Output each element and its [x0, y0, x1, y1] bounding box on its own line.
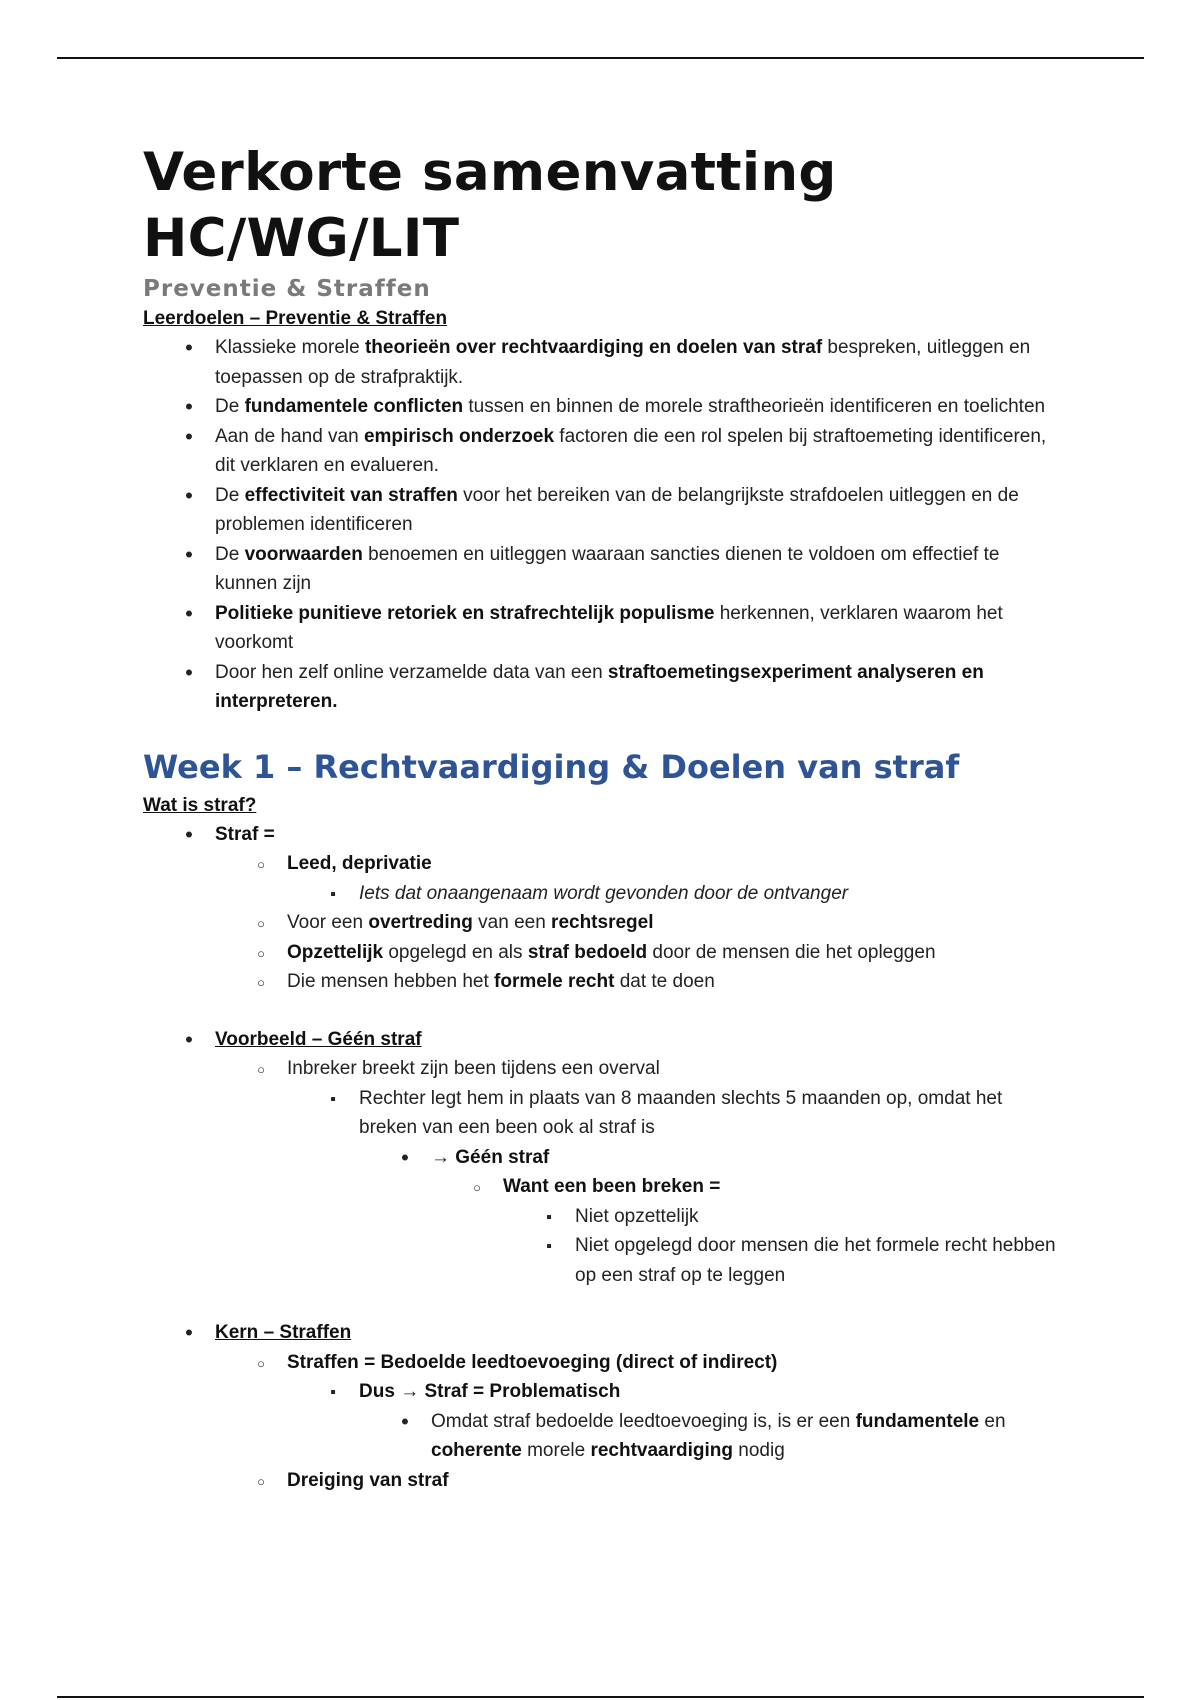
want-item: ○ Want een been breken = ▪ Niet opzettelijk ▪ Niet opgelegd door mensen die het formele recht hebben op een straf op te leggen	[431, 1172, 1063, 1290]
dus-item: ▪ Dus → Straf = Problematisch • Omdat straf bedoelde leedtoevoeging is, is er een fundamentele en coherente morele rechtvaardiging nodig	[287, 1377, 1063, 1466]
title-line-1: Verkorte samenvatting	[143, 142, 837, 203]
leerdoel-item: • De effectiviteit van straffen voor het bereiken van de belangrijkste strafdoelen uitleggen en de problemen identificeren	[143, 481, 1063, 540]
niet-opgelegd-item: ▪ Niet opgelegd door mensen die het formele recht hebben op een straf op te leggen	[503, 1231, 1063, 1290]
bullet-icon	[179, 1318, 199, 1350]
circle-bullet-icon	[251, 1348, 271, 1379]
leerdoel-item: • Klassieke morele theorieën over rechtvaardiging en doelen van straf bespreken, uitleggen en toepassen op de strafpraktijk.	[143, 333, 1063, 392]
straf-sublist	[215, 849, 1063, 997]
title-line-2: HC/WG/LIT	[143, 208, 460, 269]
document-title	[143, 140, 1063, 272]
document-subtitle: Preventie & Straffen	[143, 276, 431, 302]
top-rule	[57, 57, 1144, 59]
circle-bullet-icon	[251, 1466, 271, 1497]
leerdoelen-list	[143, 333, 1063, 717]
leerdoel-item: • De voorwaarden benoemen en uitleggen waaraan sancties dienen te voldoen om effectief te kunnen zijn	[143, 540, 1063, 599]
circle-bullet-icon	[467, 1172, 487, 1203]
voorbeeld-item: • Voorbeeld – Géén straf ○ Inbreker breekt zijn been tijdens een overval ▪ Rechter legt hem in plaats van 8 maanden slechts 5 maanden op, omdat het breken van een been ook al straf is • → Géén straf ○ Want een been breken = ▪ Niet opzettelijk ▪ Niet opgelegd door mensen die het formele recht hebben op een straf op te leggen	[143, 1025, 1063, 1291]
bullet-icon	[395, 1407, 415, 1439]
bullet-icon	[179, 422, 199, 454]
leed-sub-item: ▪ Iets dat onaangenaam wordt gevonden door de ontvanger	[287, 879, 1063, 909]
circle-bullet-icon	[251, 849, 271, 880]
square-bullet-icon	[323, 1084, 343, 1115]
bullet-icon	[179, 1025, 199, 1057]
inbreker-item: ○ Inbreker breekt zijn been tijdens een overval ▪ Rechter legt hem in plaats van 8 maanden slechts 5 maanden op, omdat het breken van een been ook al straf is • → Géén straf ○ Want een been breken = ▪ Niet opzettelijk ▪ Niet opgelegd door mensen die het formele recht hebben op een straf op te leggen	[215, 1054, 1063, 1290]
leed-item: ○ Leed, deprivatie ▪ Iets dat onaangenaam wordt gevonden door de ontvanger	[215, 849, 1063, 908]
dreiging-item: ○ Dreiging van straf	[215, 1466, 1063, 1496]
bullet-icon	[395, 1143, 415, 1175]
circle-bullet-icon	[251, 908, 271, 939]
bullet-icon	[179, 481, 199, 513]
kern-item: • Kern – Straffen ○ Straffen = Bedoelde leedtoevoeging (direct of indirect) ▪ Dus → Straf = Problematisch • Omdat straf bedoelde leedtoevoeging is, is er een fundamentele en coherente morele rechtvaardiging nodig ○ Dreiging van straf	[143, 1318, 1063, 1495]
kern-list	[143, 1318, 1063, 1495]
leerdoel-item: • Politieke punitieve retoriek en strafrechtelijk populisme herkennen, verklaren waarom het voorkomt	[143, 599, 1063, 658]
square-bullet-icon	[323, 1377, 343, 1408]
niet-opzettelijk-item: ▪ Niet opzettelijk	[503, 1202, 1063, 1232]
square-bullet-icon	[323, 879, 343, 910]
leerdoel-item: • Aan de hand van empirisch onderzoek factoren die een rol spelen bij straftoemeting identificeren, dit verklaren en evalueren.	[143, 422, 1063, 481]
bullet-icon	[179, 599, 199, 631]
wat-is-straf-heading: Wat is straf?	[143, 794, 257, 816]
omdat-item: • Omdat straf bedoelde leedtoevoeging is, is er een fundamentele en coherente morele rechtvaardiging nodig	[359, 1407, 1063, 1466]
leerdoel-item: • De fundamentele conflicten tussen en binnen de morele straftheorieën identificeren en toelichten	[143, 392, 1063, 422]
square-bullet-icon	[539, 1202, 559, 1233]
overtreding-item: ○ Voor een overtreding van een rechtsregel	[215, 908, 1063, 938]
straf-item: • Straf = ○ Leed, deprivatie ▪ Iets dat onaangenaam wordt gevonden door de ontvanger ○ Voor een overtreding van een rechtsregel ○ Opzettelijk opgelegd en als straf bedoeld door de mensen die het opleggen ○ Die mensen hebben het formele recht dat te doen	[143, 820, 1063, 997]
bullet-icon	[179, 392, 199, 424]
square-bullet-icon	[539, 1231, 559, 1262]
voorbeeld-list	[143, 1025, 1063, 1291]
circle-bullet-icon	[251, 967, 271, 998]
bullet-icon	[179, 333, 199, 365]
rechter-item: ▪ Rechter legt hem in plaats van 8 maanden slechts 5 maanden op, omdat het breken van een been ook al straf is • → Géén straf ○ Want een been breken = ▪ Niet opzettelijk ▪ Niet opgelegd door mensen die het formele recht hebben op een straf op te leggen	[287, 1084, 1063, 1291]
leerdoelen-heading: Leerdoelen – Preventie & Straffen	[143, 308, 448, 329]
formeel-recht-item: ○ Die mensen hebben het formele recht dat te doen	[215, 967, 1063, 997]
bullet-icon	[179, 658, 199, 690]
leerdoel-item: • Door hen zelf online verzamelde data van een straftoemetingsexperiment analyseren en interpreteren.	[143, 658, 1063, 717]
leed-sublist	[287, 879, 1063, 909]
arrow-right-icon: →	[400, 1381, 420, 1402]
arrow-right-icon: →	[431, 1146, 450, 1168]
circle-bullet-icon	[251, 1054, 271, 1085]
bullet-icon	[179, 820, 199, 852]
straffen-def-item: ○ Straffen = Bedoelde leedtoevoeging (direct of indirect) ▪ Dus → Straf = Problematisch • Omdat straf bedoelde leedtoevoeging is, is er een fundamentele en coherente morele rechtvaardiging nodig	[215, 1348, 1063, 1466]
circle-bullet-icon	[251, 938, 271, 969]
week1-heading: Week 1 – Rechtvaardiging & Doelen van straf	[143, 747, 960, 786]
opzettelijk-item: ○ Opzettelijk opgelegd en als straf bedoeld door de mensen die het opleggen	[215, 938, 1063, 968]
bottom-rule	[57, 1696, 1144, 1698]
straf-list	[143, 820, 1063, 997]
document-body	[143, 140, 1063, 1495]
bullet-icon	[179, 540, 199, 572]
geen-straf-item: • → Géén straf ○ Want een been breken = ▪ Niet opzettelijk ▪ Niet opgelegd door mensen die het formele recht hebben op een straf op te leggen	[359, 1143, 1063, 1291]
